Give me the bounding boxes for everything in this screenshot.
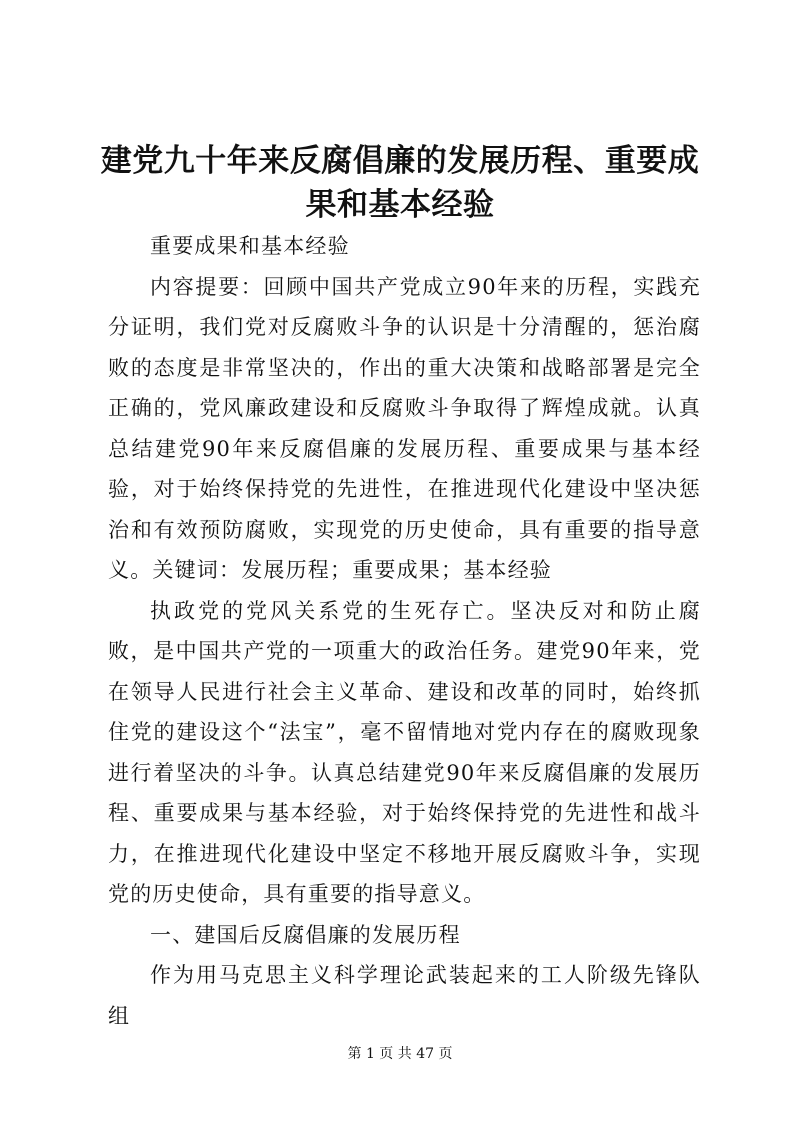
page-footer: 第 1 页 共 47 页	[347, 1046, 453, 1062]
paragraph-intro: 执政党的党风关系党的生死存亡。坚决反对和防止腐败，是中国共产党的一项重大的政治任务。建党90年来，党在领导人民进行社会主义革命、建设和改革的同时，始终抓住党的建设这个“法宝”，毫不留情地对党内存在的腐败现象进行着坚决的斗争。认真总结建党90年来反腐倡廉的发展历程、重要成果与基本经验，对于始终保持党的先进性和战斗力，在推进现代化建设中坚定不移地开展反腐败斗争，实现党的历史使命，具有重要的指导意义。	[108, 598, 701, 906]
paragraph-section-start: 作为用马克思主义科学理论武装起来的工人阶级先锋队组	[108, 963, 701, 1028]
paragraph-abstract: 内容提要：回顾中国共产党成立90年来的历程，实践充分证明，我们党对反腐败斗争的认识是十分清醒的，惩治腐败的态度是非常坚决的，作出的重大决策和战略部署是完全正确的，党风廉政建设和反腐败斗争取得了辉煌成就。认真总结建党90年来反腐倡廉的发展历程、重要成果与基本经验，对于始终保持党的先进性，在推进现代化建设中坚决惩治和有效预防腐败，实现党的历史使命，具有重要的指导意义。关键词：发展历程；重要成果；基本经验	[108, 274, 701, 582]
document-title: 建党九十年来反腐倡廉的发展历程、重要成果和基本经验	[100, 143, 700, 223]
paragraph-subtitle: 重要成果和基本经验	[150, 234, 350, 258]
document-body	[108, 226, 701, 1036]
section-heading: 一、建国后反腐倡廉的发展历程	[150, 922, 461, 947]
